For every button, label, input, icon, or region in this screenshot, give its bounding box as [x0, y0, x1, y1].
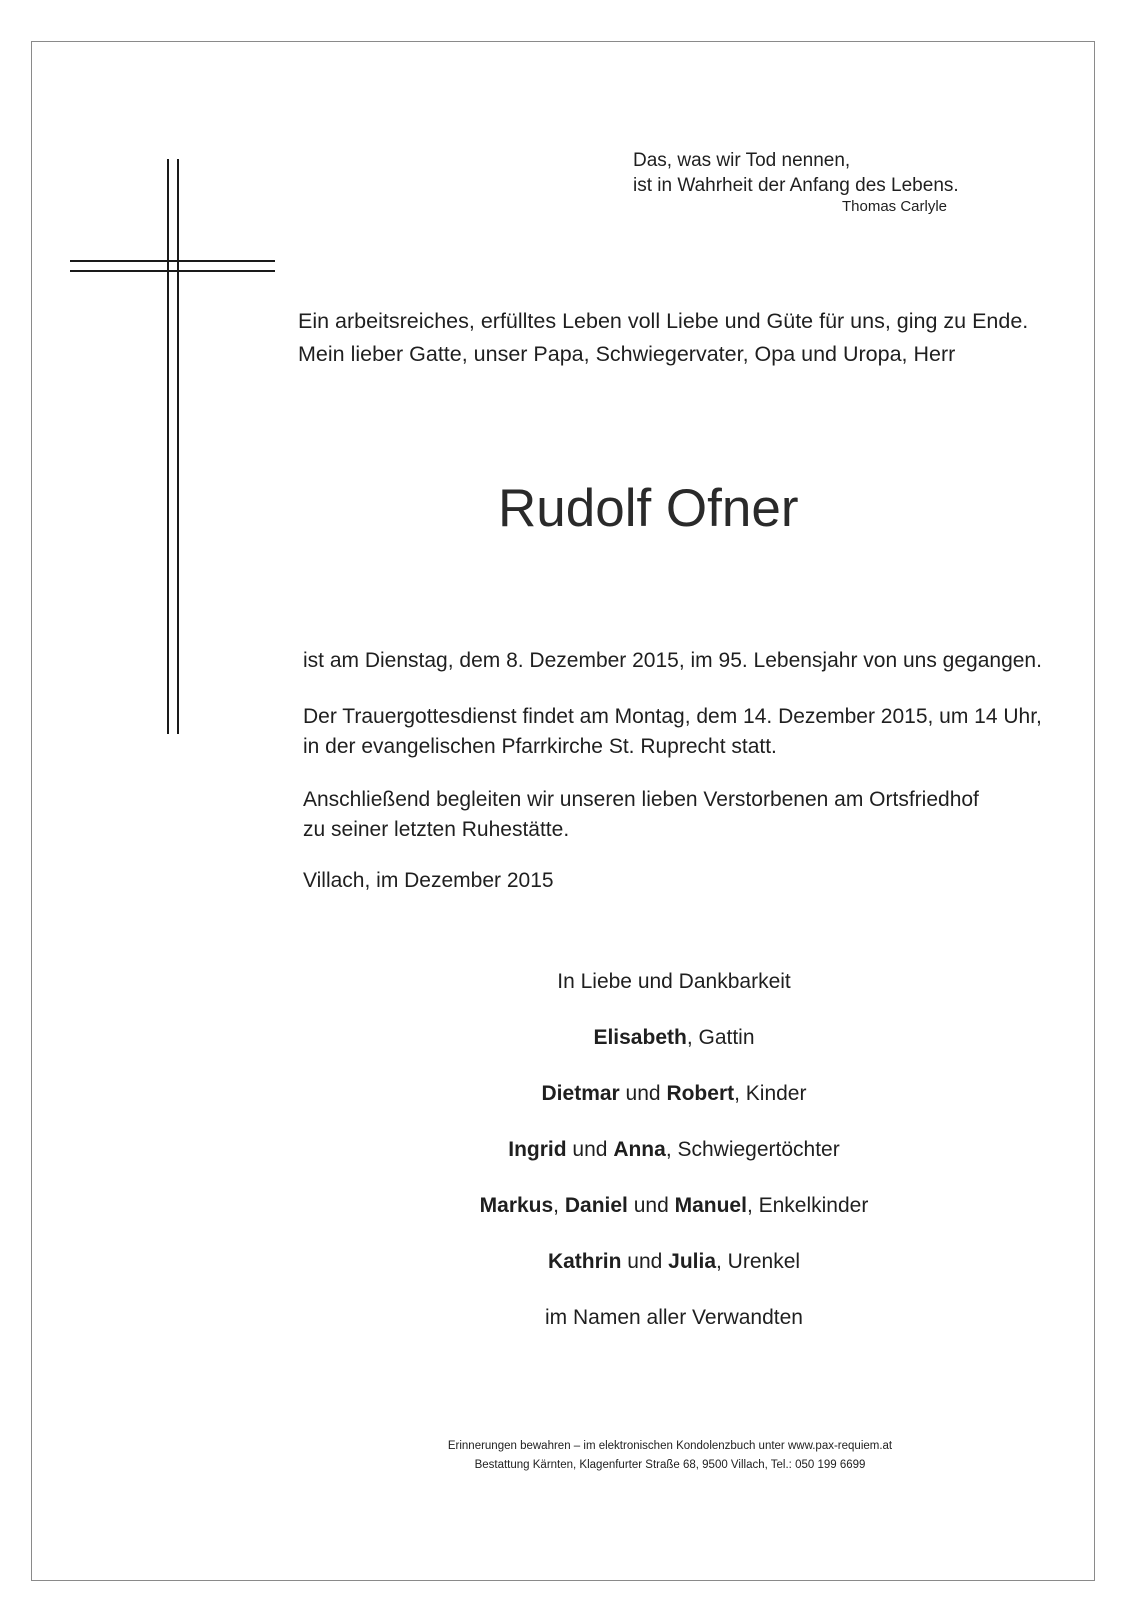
- quote-line-2: ist in Wahrheit der Anfang des Lebens.: [633, 175, 959, 196]
- service-info: [303, 702, 1042, 762]
- signer-name: Manuel: [674, 1194, 747, 1217]
- place-date: Villach, im Dezember 2015: [303, 869, 554, 892]
- signer-name: Kathrin: [547, 1250, 622, 1273]
- signer-name: Markus: [479, 1194, 554, 1217]
- intro-line-2: Mein lieber Gatte, unser Papa, Schwiegervater, Opa und Uropa, Herr: [298, 342, 956, 366]
- quote-author: Thomas Carlyle: [842, 198, 948, 215]
- burial-line-2: zu seiner letzten Ruhestätte.: [303, 818, 570, 841]
- deceased-name: Rudolf Ofner: [498, 479, 799, 538]
- signer-great-grandchildren: Kathrin und Julia, Urenkel: [547, 1250, 801, 1273]
- death-notice-line: ist am Dienstag, dem 8. Dezember 2015, im 95. Lebensjahr von uns gegangen.: [303, 649, 1042, 672]
- intro-line-1: Ein arbeitsreiches, erfülltes Leben voll Liebe und Güte für uns, ging zu Ende.: [298, 309, 1029, 333]
- burial-line-1: Anschließend begleiten wir unseren lieben Verstorbenen am Ortsfriedhof: [303, 788, 979, 811]
- signers-greeting: In Liebe und Dankbarkeit: [557, 970, 791, 993]
- service-line-1: Der Trauergottesdienst findet am Montag, dem 14. Dezember 2015, um 14 Uhr,: [303, 705, 1042, 728]
- signer-name: Elisabeth: [593, 1026, 687, 1049]
- quote: [633, 148, 959, 198]
- signer-grandchildren: Markus, Daniel und Manuel, Enkelkinder: [479, 1194, 869, 1217]
- intro: [298, 305, 1028, 371]
- signer-wife: Elisabeth, Gattin: [593, 1026, 755, 1049]
- signer-name: Dietmar: [541, 1082, 620, 1105]
- signer-in-laws: Ingrid und Anna, Schwiegertöchter: [508, 1138, 840, 1161]
- signers-closing: im Namen aller Verwandten: [545, 1306, 803, 1329]
- footer: [420, 1437, 920, 1475]
- footer-address-line: Bestattung Kärnten, Klagenfurter Straße 68, 9500 Villach, Tel.: 050 199 6699: [474, 1459, 866, 1471]
- signer-name: Robert: [666, 1082, 735, 1105]
- signers-block: [340, 966, 1008, 1358]
- quote-line-1: Das, was wir Tod nennen,: [633, 150, 851, 171]
- signer-children: Dietmar und Robert, Kinder: [541, 1082, 807, 1105]
- signer-name: Anna: [613, 1138, 666, 1161]
- footer-condolence-line: Erinnerungen bewahren – im elektronischen Kondolenzbuch unter www.pax-requiem.at: [447, 1440, 893, 1452]
- burial-info: [303, 785, 979, 845]
- signer-name: Daniel: [564, 1194, 628, 1217]
- signer-name: Julia: [668, 1250, 717, 1273]
- signer-name: Ingrid: [508, 1138, 567, 1161]
- service-line-2: in der evangelischen Pfarrkirche St. Ruprecht statt.: [303, 735, 777, 758]
